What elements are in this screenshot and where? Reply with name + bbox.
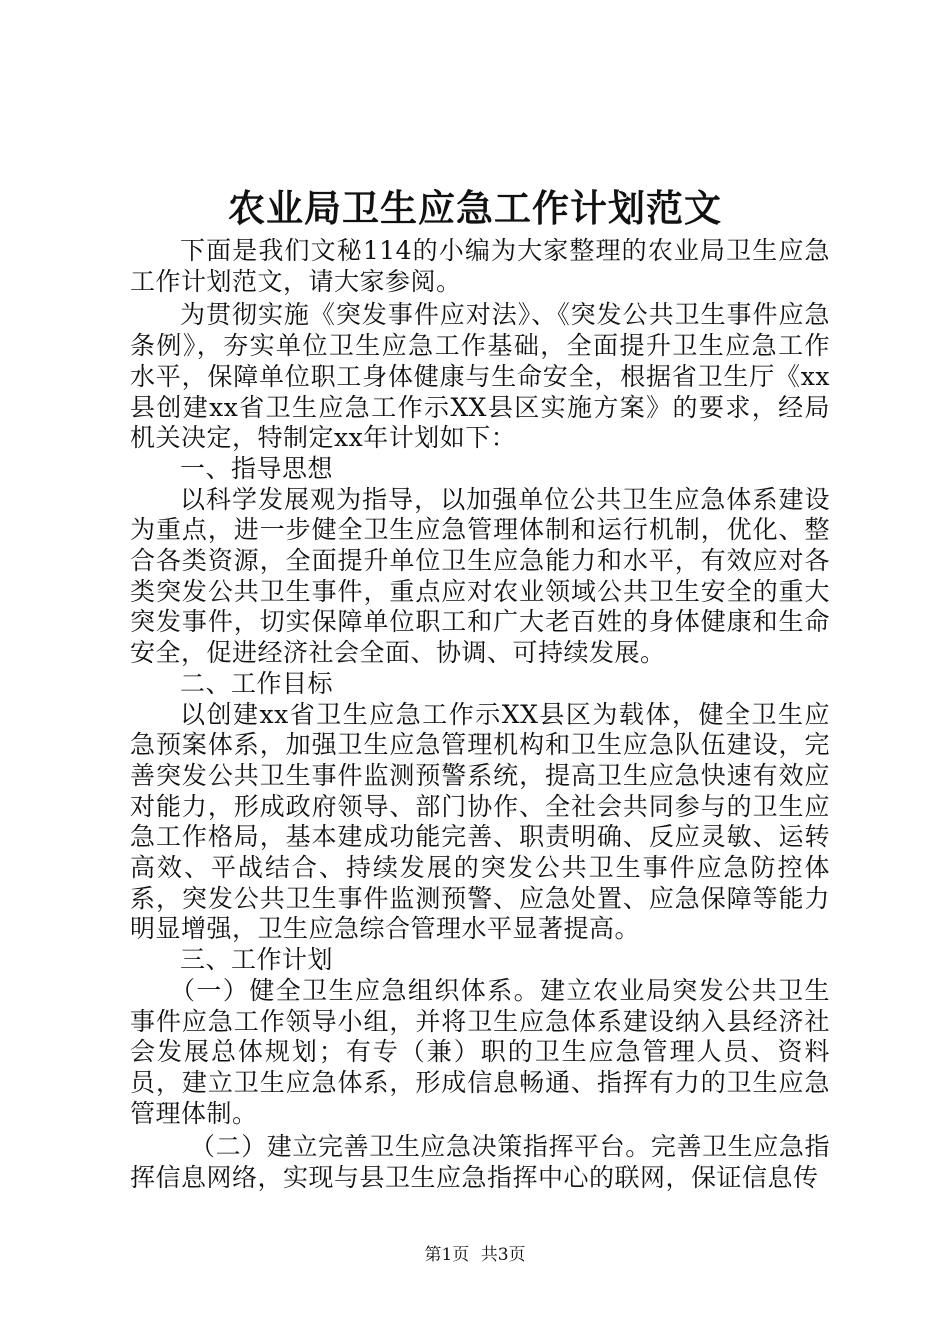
document-body [130,236,830,1194]
document-title: 农业局卫生应急工作计划范文 [228,186,722,230]
section-heading-work-goals: 二、工作目标 [180,668,334,698]
section-heading-work-plan: 三、工作计划 [180,945,334,975]
section-heading-guiding-thought: 一、指导思想 [180,453,334,483]
page-total: 共3页 [480,1245,526,1265]
page-footer [0,1244,950,1266]
page-number: 第1页 [424,1245,470,1265]
work-plan-item-1: （一）健全卫生应急组织体系。建立农业局突发公共卫生事件应急工作领导小组，并将卫生应急体系建设纳入县经济社会发展总体规划；有专（兼）职的卫生应急管理人员、资料员，建立卫生应急体系，形成信息畅通、指挥有力的卫生应急管理体制。 [130,975,830,1128]
purpose-paragraph: 为贯彻实施《突发事件应对法》、《突发公共卫生事件应急条例》，夯实单位卫生应急工作基础，全面提升卫生应急工作水平，保障单位职工身体健康与生命安全，根据省卫生厅《xx县创建xx省卫生应急工作示XX县区实施方案》的要求，经局机关决定，特制定xx年计划如下： [130,300,830,453]
guiding-thought-paragraph: 以科学发展观为指导，以加强单位公共卫生应急体系建设为重点，进一步健全卫生应急管理体制和运行机制，优化、整合各类资源，全面提升单位卫生应急能力和水平，有效应对各类突发公共卫生事件，重点应对农业领域公共卫生安全的重大突发事件，切实保障单位职工和广大老百姓的身体健康和生命安全，促进经济社会全面、协调、可持续发展。 [130,484,830,668]
intro-paragraph: 下面是我们文秘114的小编为大家整理的农业局卫生应急工作计划范文，请大家参阅。 [130,236,830,296]
work-goals-paragraph: 以创建xx省卫生应急工作示XX县区为载体，健全卫生应急预案体系，加强卫生应急管理机构和卫生应急队伍建设，完善突发公共卫生事件监测预警系统，提高卫生应急快速有效应对能力，形成政府领导、部门协作、全社会共同参与的卫生应急工作格局，基本建成功能完善、职责明确、反应灵敏、运转高效、平战结合、持续发展的突发公共卫生事件应急防控体系，突发公共卫生事件监测预警、应急处置、应急保障等能力明显增强，卫生应急综合管理水平显著提高。 [130,699,830,944]
work-plan-item-2: （二）建立完善卫生应急决策指挥平台。完善卫生应急指挥信息网络，实现与县卫生应急指挥中心的联网，保证信息传 [130,1132,830,1193]
